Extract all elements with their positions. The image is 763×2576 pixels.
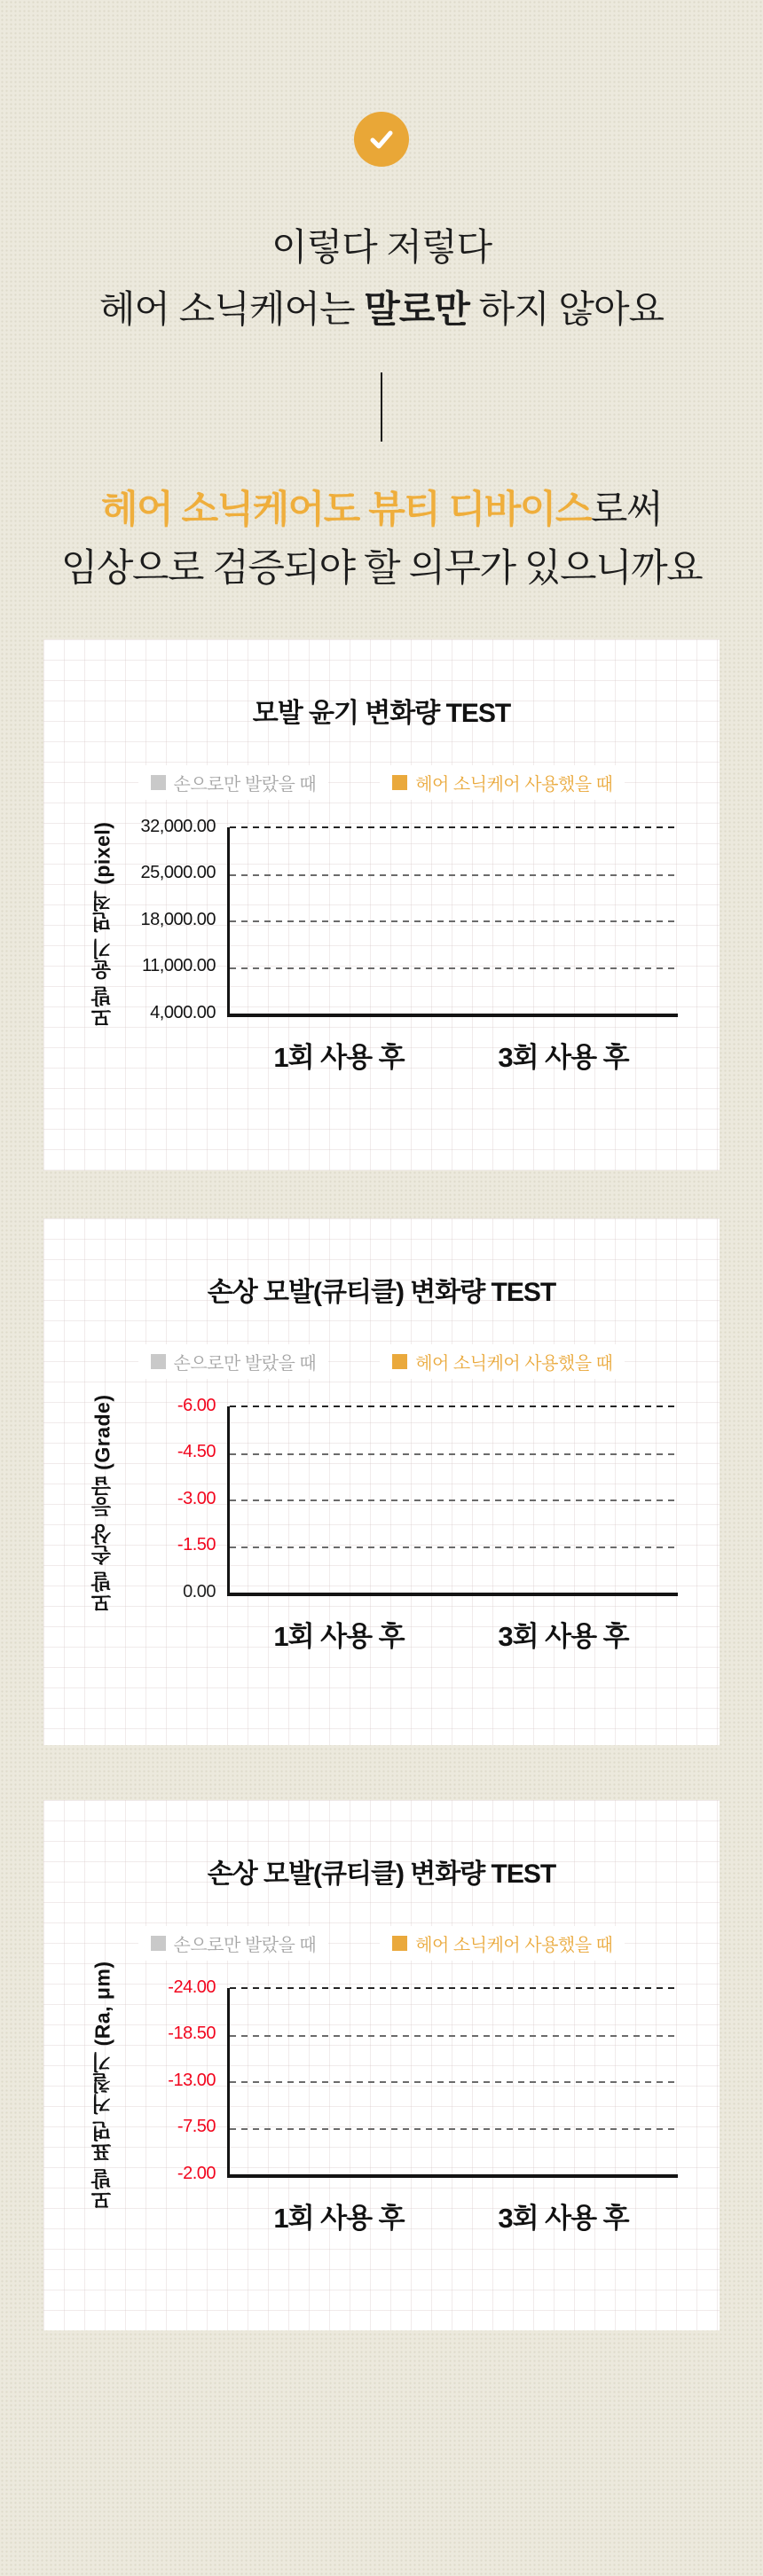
legend-label: 손으로만 발랐을 때 <box>173 1936 317 1955</box>
gridline <box>230 2128 678 2130</box>
legend-swatch-gray-icon <box>151 1936 166 1951</box>
legend-item-sonic-care <box>380 1344 625 1379</box>
x-category-label: 3회 사용 후 <box>498 1042 629 1073</box>
intro-line-2-prefix: 헤어 소닉케어는 <box>98 288 365 330</box>
x-category-label: 1회 사용 후 <box>273 1621 405 1652</box>
claim-highlight: 헤어 소닉케어도 뷰티 디바이스 <box>101 489 591 531</box>
y-axis-label: 모발 표면 거칠기 (Ra, μm) <box>90 1961 114 2211</box>
intro-heading <box>0 216 763 341</box>
x-category-label: 3회 사용 후 <box>498 1621 629 1652</box>
legend-item-sonic-care <box>380 765 625 800</box>
legend-item-sonic-care <box>380 1926 625 1961</box>
plot-area <box>227 827 678 1017</box>
legend-swatch-gold-icon <box>392 1936 407 1951</box>
intro-line-2-suffix: 하지 않아요 <box>468 288 665 330</box>
chart-legend <box>43 1344 720 1379</box>
y-tick: -4.50 <box>177 1442 216 1462</box>
chart-card-damage-grade <box>43 1218 720 1745</box>
x-category-label: 1회 사용 후 <box>273 2203 405 2234</box>
gridline <box>230 1987 678 1989</box>
legend-item-hand-only <box>138 765 329 800</box>
y-tick: -24.00 <box>168 1977 216 1998</box>
intro-line-2 <box>0 278 763 341</box>
chart-card-roughness <box>43 1800 720 2330</box>
legend-item-hand-only <box>138 1344 329 1379</box>
gridline <box>230 874 678 876</box>
claim-line-1-suffix: 로써 <box>590 489 662 531</box>
legend-label: 손으로만 발랐을 때 <box>173 1354 317 1374</box>
chart-title: 모발 윤기 변화량 TEST <box>252 699 511 728</box>
y-tick: -18.50 <box>168 2024 216 2044</box>
legend-label: 헤어 소닉케어 사용했을 때 <box>415 1354 613 1374</box>
gridline <box>230 2081 678 2083</box>
y-tick: -7.50 <box>177 2117 216 2137</box>
gridline <box>230 1499 678 1501</box>
y-tick: -3.00 <box>177 1489 216 1509</box>
chart-legend <box>43 765 720 800</box>
legend-swatch-gold-icon <box>392 1354 407 1369</box>
x-category-label: 1회 사용 후 <box>273 1042 405 1073</box>
y-axis-label: 모발 손상 등급 (Grade) <box>90 1394 114 1614</box>
claim-heading <box>0 481 763 598</box>
intro-line-2-emphasis: 말로만 <box>364 288 469 330</box>
y-tick: -1.50 <box>177 1535 216 1555</box>
gridline <box>230 967 678 969</box>
chart-title: 손상 모발(큐티클) 변화량 TEST <box>207 1860 556 1889</box>
divider-line <box>381 372 382 442</box>
checkmark-glyph <box>366 124 397 154</box>
gridline <box>230 2035 678 2037</box>
legend-label: 손으로만 발랐을 때 <box>173 775 317 795</box>
y-tick: -6.00 <box>177 1396 216 1416</box>
y-tick: 25,000.00 <box>140 863 216 883</box>
y-tick: 18,000.00 <box>140 910 216 930</box>
gridline <box>230 920 678 922</box>
check-icon <box>354 112 409 167</box>
intro-line-1: 이렇다 저렇다 <box>271 226 492 268</box>
y-tick: -13.00 <box>168 2071 216 2091</box>
chart-title: 손상 모발(큐티클) 변화량 TEST <box>207 1278 556 1307</box>
chart-card-gloss <box>43 639 720 1171</box>
gridline <box>230 826 678 828</box>
y-tick: 11,000.00 <box>142 956 216 976</box>
y-tick: 4,000.00 <box>150 1003 216 1023</box>
claim-line-1 <box>0 481 763 539</box>
legend-label: 헤어 소닉케어 사용했을 때 <box>415 775 613 795</box>
legend-swatch-gray-icon <box>151 1354 166 1369</box>
claim-line-2: 임상으로 검증되야 할 의무가 있으니까요 <box>60 547 703 590</box>
legend-label: 헤어 소닉케어 사용했을 때 <box>415 1936 613 1955</box>
chart-legend <box>43 1926 720 1961</box>
gridline <box>230 1453 678 1455</box>
gridline <box>230 1405 678 1407</box>
x-category-label: 3회 사용 후 <box>498 2203 629 2234</box>
legend-swatch-gray-icon <box>151 775 166 790</box>
y-tick: 32,000.00 <box>140 817 216 837</box>
plot-area <box>227 1988 678 2178</box>
legend-item-hand-only <box>138 1926 329 1961</box>
y-tick: 0.00 <box>183 1582 216 1602</box>
y-axis-label: 모발 윤기 면적 (pixel) <box>90 821 114 1029</box>
legend-swatch-gold-icon <box>392 775 407 790</box>
y-tick: -2.00 <box>177 2164 216 2184</box>
gridline <box>230 1546 678 1548</box>
plot-area <box>227 1406 678 1596</box>
